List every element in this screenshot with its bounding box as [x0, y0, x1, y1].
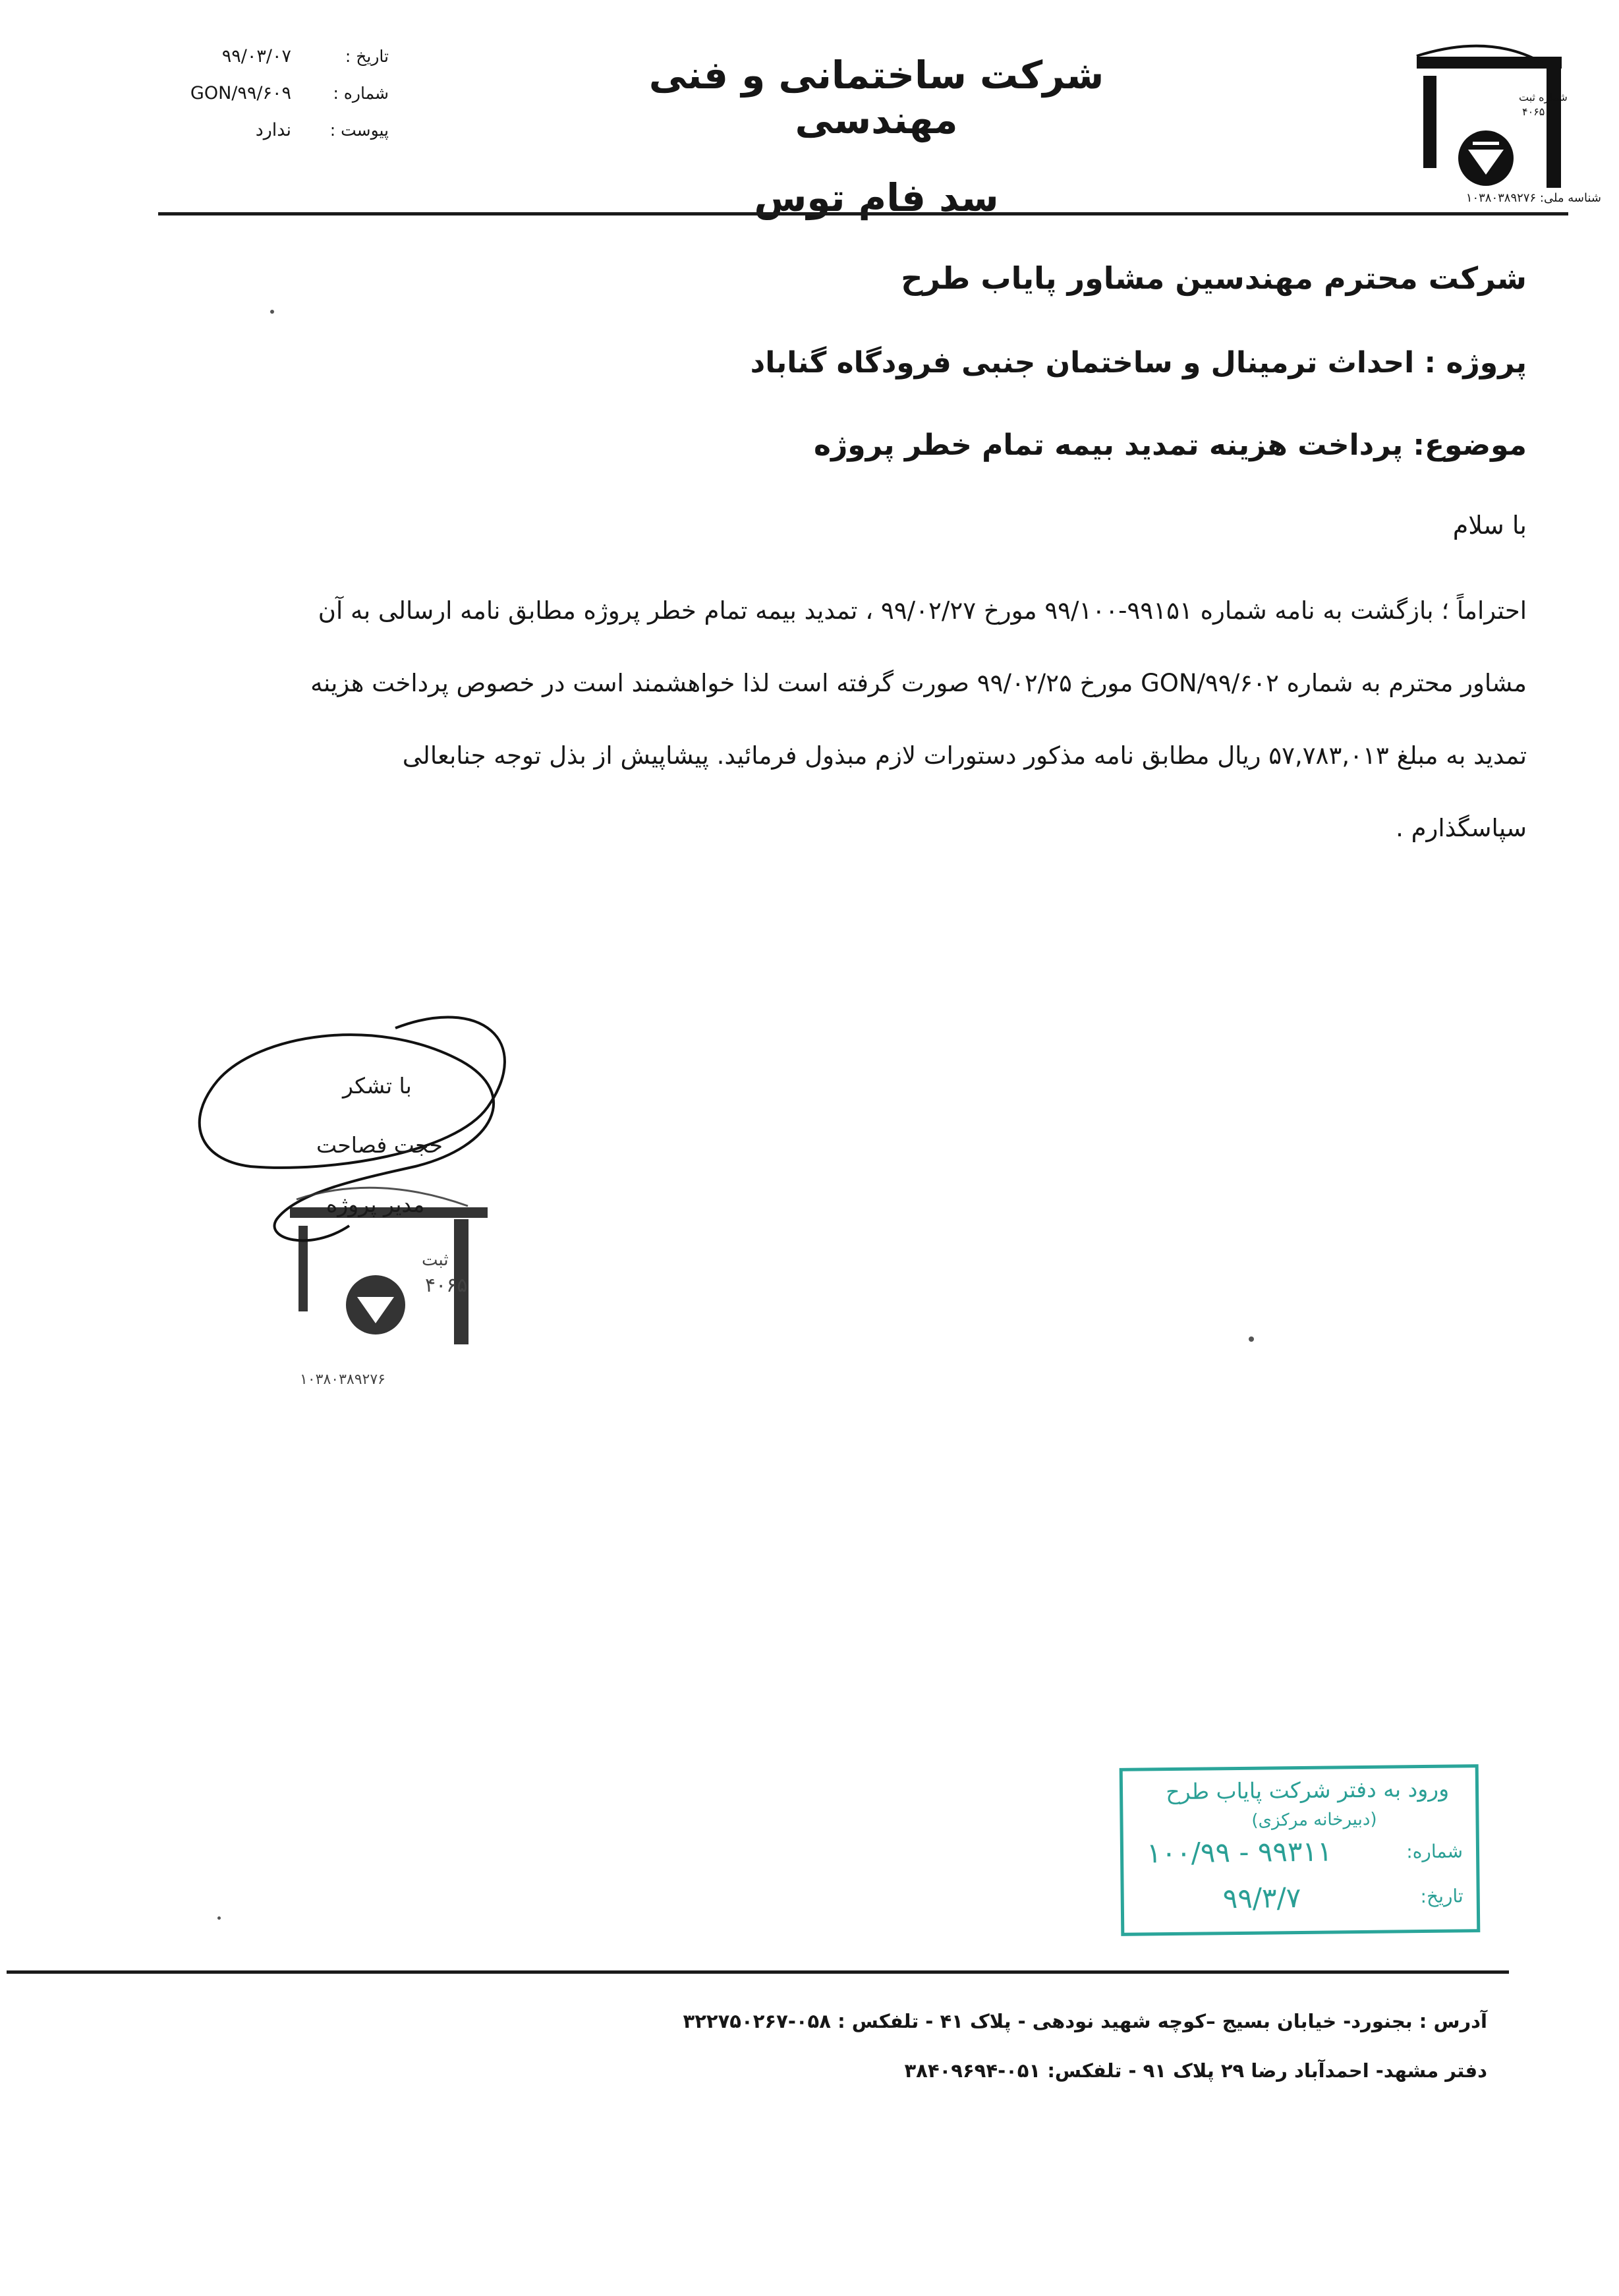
meta-attachment — [145, 120, 389, 157]
attachment-value: ندارد — [255, 120, 291, 140]
meta-number — [145, 83, 389, 120]
stamp-number-label: شماره: — [1406, 1840, 1463, 1863]
footer-divider — [7, 1970, 1509, 1974]
signatory-name: حجت فصاحت — [316, 1132, 443, 1158]
stamp-subtitle: (دبیرخانه مرکزی) — [1251, 1809, 1377, 1831]
header-divider — [158, 212, 1568, 215]
received-stamp — [1120, 1764, 1481, 1936]
footer-address-1: آدرس : بجنورد- خیابان بسیج –کوچه شهید نودهی - پلاک ۴۱ - تلفکس : ۰۵۸-۳۲۲۷۵۰۲۶۷ — [683, 2010, 1487, 2032]
scan-speck — [270, 310, 274, 314]
svg-text:ثبت: ثبت — [422, 1250, 449, 1270]
national-id: شناسه ملی: ۱۰۳۸۰۳۸۹۲۷۶ — [1465, 191, 1601, 205]
footer-address-2: دفتر مشهد- احمدآباد رضا ۲۹ پلاک ۹۱ - تلفکس: ۰۵۱-۳۸۴۰۹۶۹۴ — [904, 2059, 1487, 2082]
scan-speck — [217, 1916, 221, 1920]
number-label: شماره : — [333, 84, 389, 103]
signature-thanks: با تشکر — [343, 1073, 412, 1099]
company-logo — [1390, 36, 1588, 214]
attachment-label: پیوست : — [329, 121, 389, 140]
company-name-line2: سد فام توس — [754, 175, 999, 220]
subject-line: موضوع: پرداخت هزینه تمدید بیمه تمام خطر پروژه — [813, 428, 1527, 462]
stamp-title: ورود به دفتر شرکت پایاب طرح — [1166, 1775, 1450, 1805]
body-line-3: تمدید به مبلغ ۵۷,۷۸۳,۰۱۳ ریال مطابق نامه مذکور دستورات لازم مبذول فرمائید. پیشاپیش از بذل توجه جنابعالی — [402, 741, 1527, 770]
meta-date — [145, 46, 389, 83]
greeting: با سلام — [1452, 511, 1527, 540]
body-line-4: سپاسگذارم . — [1396, 814, 1527, 842]
letter-meta — [145, 46, 389, 157]
date-label: تاریخ : — [345, 47, 389, 66]
stamp-date-label: تاریخ: — [1420, 1885, 1463, 1908]
addressee: شرکت محترم مهندسین مشاور پایاب طرح — [901, 260, 1527, 296]
body-line-2: مشاور محترم به شماره GON/۹۹/۶۰۲ مورخ ۹۹/۰۲/۲۵ صورت گرفته است لذا خواهشمند است در خصوص پرداخت هزینه — [310, 669, 1527, 697]
company-name-line1: شرکت ساختمانی و فنی مهندسی — [648, 53, 1104, 142]
stamp-date: ۹۹/۳/۷ — [1222, 1881, 1301, 1915]
company-name — [580, 53, 1173, 220]
number-value: GON/۹۹/۶۰۹ — [190, 83, 291, 103]
date-value: ۹۹/۰۳/۰۷ — [221, 46, 291, 67]
project-line: پروژه : احداث ترمینال و ساختمان جنبی فرودگاه گناباد — [750, 346, 1527, 380]
svg-text:شماره ثبت: شماره ثبت — [1519, 91, 1568, 103]
signatory-role: مدیر پروژه — [326, 1191, 425, 1217]
body-line-1: احتراماً ؛ بازگشت به نامه شماره ۹۹۱۵۱-۹۹/۱۰۰ مورخ ۹۹/۰۲/۲۷ ، تمدید بیمه تمام خطر پروژه مطابق نامه ارسالی به آن — [318, 596, 1527, 625]
svg-text:۱۰۳۸۰۳۸۹۲۷۶: ۱۰۳۸۰۳۸۹۲۷۶ — [300, 1371, 385, 1388]
stamp-number: ۱۰۰/۹۹ - ۹۹۳۱۱ — [1146, 1835, 1332, 1870]
svg-text:۴۰۶۵: ۴۰۶۵ — [1522, 105, 1545, 118]
svg-text:۴۰۶۵: ۴۰۶۵ — [425, 1274, 468, 1297]
scan-speck — [1249, 1336, 1254, 1342]
